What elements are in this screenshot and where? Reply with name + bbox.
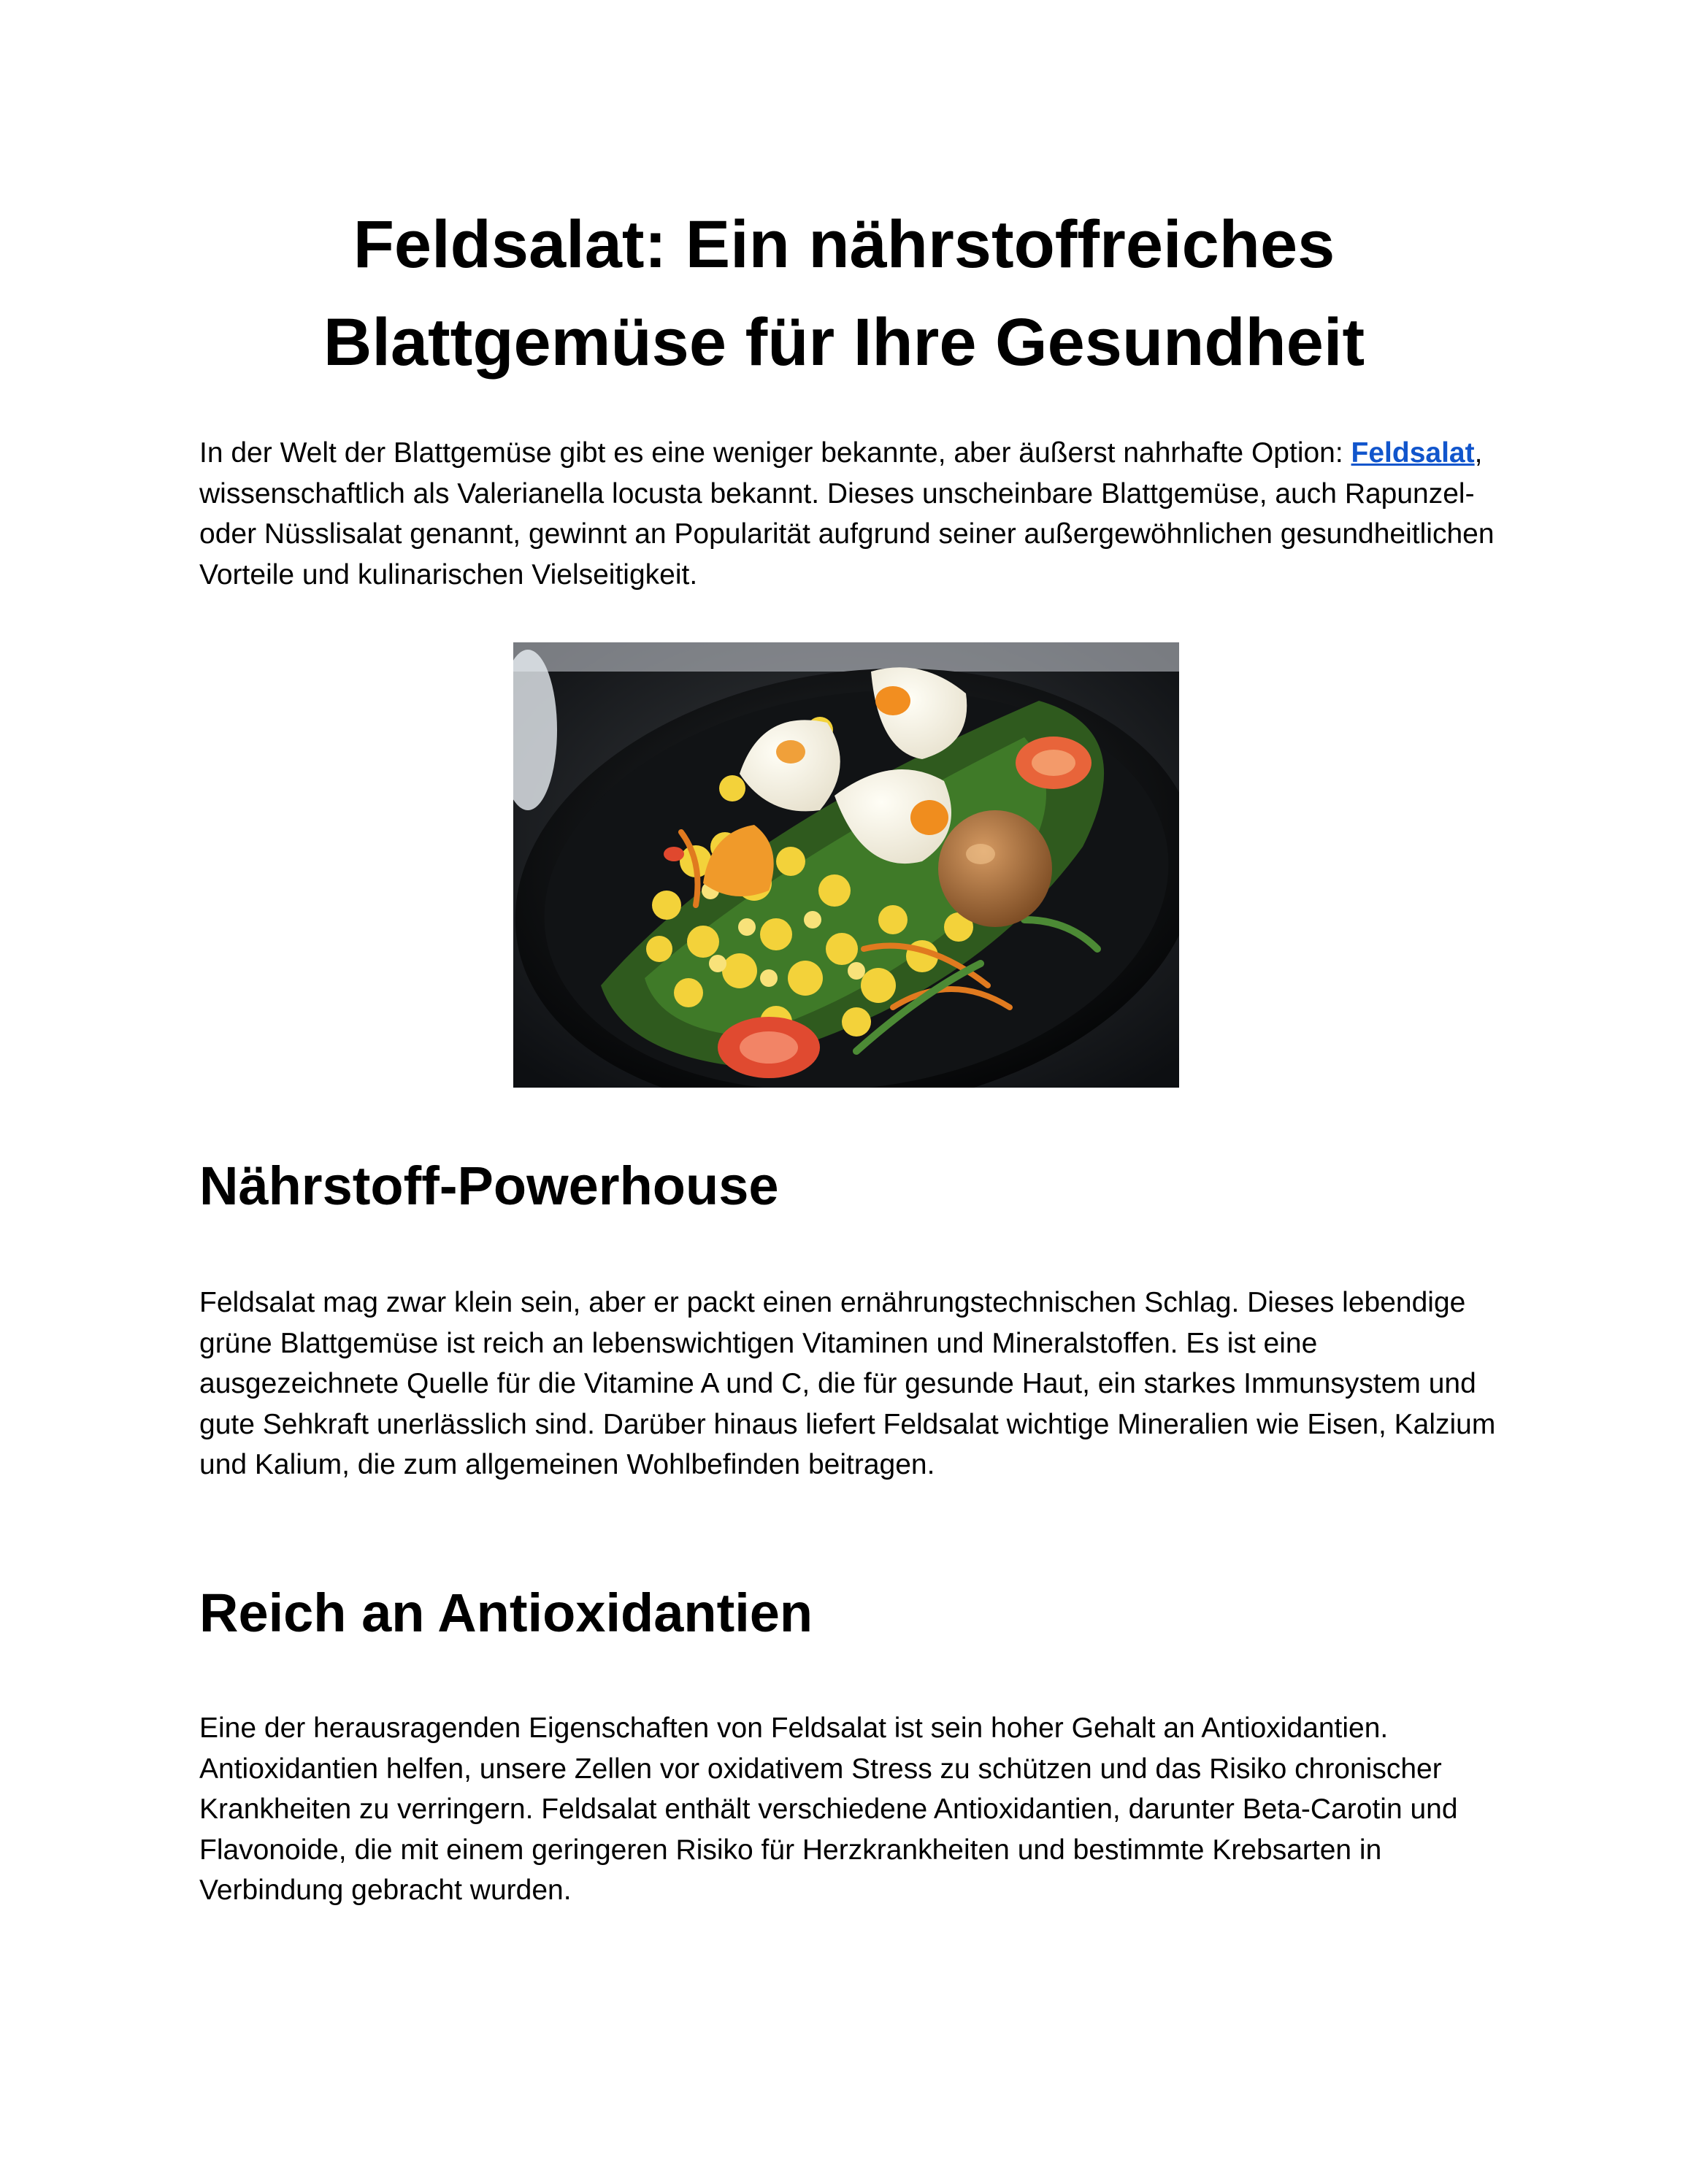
page-title-line-1: Feldsalat: Ein nährstoffreiches: [353, 207, 1335, 282]
section-heading-antioxidantien: Reich an Antioxidantien: [199, 1583, 813, 1643]
page-title-line-2: Blattgemüse für Ihre Gesundheit: [323, 305, 1365, 380]
intro-text-before-link: In der Welt der Blattgemüse gibt es eine weniger bekannte, aber äußerst nahrhafte Option:: [199, 437, 1351, 469]
feldsalat-link[interactable]: Feldsalat: [1351, 437, 1475, 469]
page-title: [197, 196, 1491, 391]
section-antioxidantien-body: Eine der herausragenden Eigenschaften von Feldsalat ist sein hoher Gehalt an Antioxidantien. Antioxidantien helfen, unsere Zellen vor oxidativem Stress zu schützen und das Risiko chronischer Krankheiten zu verringern. Feldsalat enthält verschiedene Antioxidantien, darunter Beta-Carotin und Flavonoide, die mit einem geringeren Risiko für Herzkrankheiten und bestimmte Krebsarten in Verbindung gebracht wurden.: [199, 1712, 1458, 1906]
salad-photo: [513, 642, 1179, 1088]
section-heading-naehrstoff: Nährstoff-Powerhouse: [199, 1156, 779, 1216]
intro-text-after-link: , wissenschaftlich als Valerianella locusta bekannt. Dieses unscheinbare Blattgemüse, auch Rapunzel- oder Nüsslisalat genannt, gewinnt an Popularität aufgrund seiner außergewöhnlichen gesundheitlichen Vorteile und kulinarischen Vielseitigkeit.: [199, 437, 1495, 591]
section-naehrstoff-body: Feldsalat mag zwar klein sein, aber er packt einen ernährungstechnischen Schlag. Dieses lebendige grüne Blattgemüse ist reich an lebenswichtigen Vitaminen und Mineralstoffen. Es ist eine ausgezeichnete Quelle für die Vitamine A und C, die für gesunde Haut, ein starkes Immunsystem und gute Sehkraft unerlässlich sind. Darüber hinaus liefert Feldsalat wichtige Mineralien wie Eisen, Kalzium und Kalium, die zum allgemeinen Wohlbefinden beitragen.: [199, 1287, 1496, 1480]
intro-paragraph: [199, 433, 1499, 595]
